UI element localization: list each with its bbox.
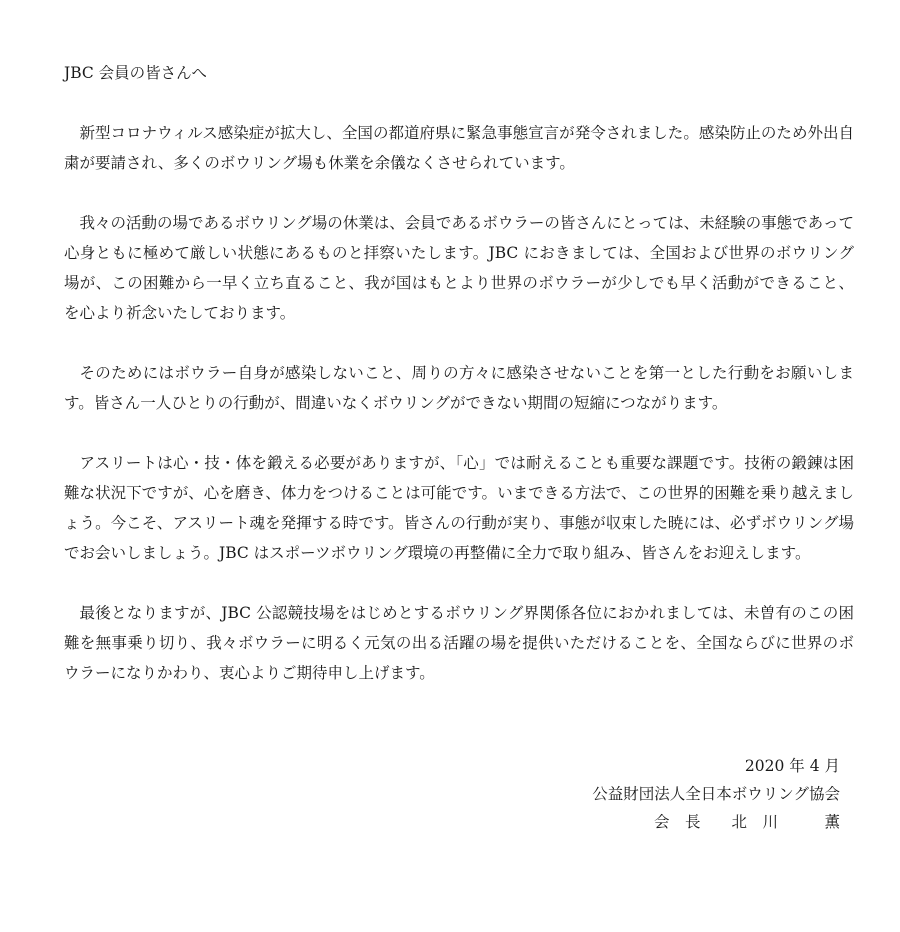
paragraph-3: そのためにはボウラー自身が感染しないこと、周りの方々に感染させないことを第一とした行動をお願いします。皆さん一人ひとりの行動が、間違いなくボウリングができない期間の短縮につながります。 — [64, 364, 854, 412]
paragraph-5: 最後となりますが、JBC 公認競技場をはじめとするボウリング界関係各位におかれましては、未曽有のこの困難を無事乗り切り、我々ボウラーに明るく元気の出る活躍の場を提供いただけることを、全国ならびに世界のボウラーになりかわり、衷心よりご期待申し上げます。 — [64, 604, 854, 682]
paragraph-1: 新型コロナウィルス感染症が拡大し、全国の都道府県に緊急事態宣言が発令されました。感染防止のため外出自粛が要請され、多くのボウリング場も休業を余儀なくさせられています。 — [64, 124, 854, 172]
signature-block — [592, 752, 840, 836]
salutation: JBC 会員の皆さんへ — [64, 64, 207, 82]
signature-title-name: 会 長 北 川 薫 — [653, 813, 840, 831]
paragraph-4: アスリートは心・技・体を鍛える必要がありますが、「心」では耐えることも重要な課題です。技術の鍛錬は困難な状況下ですが、心を磨き、体力をつけることは可能です。いまできる方法で、この世界的困難を乗り越えましょう。今こそ、アスリート魂を発揮する時です。皆さんの行動が実り、事態が収束した暁には、必ずボウリング場でお会いしましょう。JBC はスポーツボウリング環境の再整備に全力で取り組み、皆さんをお迎えします。 — [64, 454, 854, 562]
signature-date: 2020 年 4 月 — [744, 757, 840, 775]
paragraph-2: 我々の活動の場であるボウリング場の休業は、会員であるボウラーの皆さんにとっては、未経験の事態であって心身ともに極めて厳しい状態にあるものと拝察いたします。JBC におきましては、全国および世界のボウリング場が、この困難から一早く立ち直ること、我が国はもとより世界のボウラーが少しでも早く活動ができること、を心より祈念いたしております。 — [64, 214, 854, 322]
letter-body — [64, 58, 854, 718]
signature-organization: 公益財団法人全日本ボウリング協会 — [592, 785, 840, 803]
